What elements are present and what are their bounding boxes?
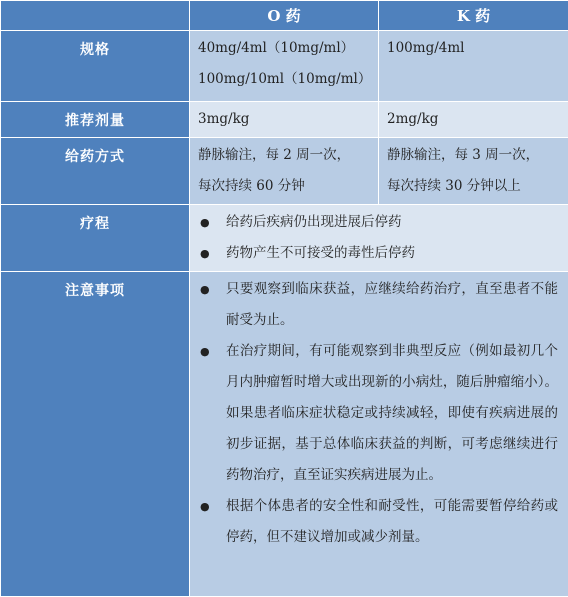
course-bullet-text: 药物产生不可接受的毒性后停药	[226, 238, 558, 269]
spec-o-line: 100mg/10ml（10mg/ml）	[198, 64, 378, 95]
row-label-course: 疗程	[1, 205, 190, 272]
list-item	[198, 274, 558, 336]
row-course	[1, 205, 568, 272]
bullet-icon: ●	[198, 274, 226, 305]
header-k-drug: K 药	[379, 1, 568, 31]
bullet-icon: ●	[198, 238, 226, 269]
header-corner	[1, 1, 190, 31]
notes-bullet-text: 只要观察到临床获益，应继续给药治疗，直至患者不能耐受为止。	[226, 274, 558, 336]
list-item	[198, 238, 558, 269]
list-item	[198, 207, 558, 238]
notes-bullet-text: 根据个体患者的安全性和耐受性，可能需要暂停给药或停药，但不建议增加或减少剂量。	[226, 491, 558, 553]
row-notes	[1, 272, 568, 597]
dose-k-cell: 2mg/kg	[379, 102, 568, 138]
admin-o-cell	[190, 138, 379, 205]
admin-k-line: 静脉输注，每 3 周一次，	[387, 140, 568, 171]
notes-cell	[190, 272, 568, 597]
row-dose	[1, 102, 568, 138]
bullet-icon: ●	[198, 336, 226, 367]
spec-o-line: 40mg/4ml（10mg/ml）	[198, 33, 378, 64]
row-label-notes: 注意事项	[1, 272, 190, 597]
row-spec	[1, 31, 568, 102]
list-item	[198, 336, 558, 491]
header-row	[1, 1, 568, 31]
course-cell	[190, 205, 568, 272]
admin-o-line: 静脉输注，每 2 周一次，	[198, 140, 378, 171]
list-item	[198, 491, 558, 553]
admin-o-line: 每次持续 60 分钟	[198, 171, 378, 202]
row-label-dose: 推荐剂量	[1, 102, 190, 138]
row-admin	[1, 138, 568, 205]
row-label-spec: 规格	[1, 31, 190, 102]
header-o-drug: O 药	[190, 1, 379, 31]
bullet-icon: ●	[198, 491, 226, 522]
bullet-icon: ●	[198, 207, 226, 238]
admin-k-cell	[379, 138, 568, 205]
row-label-admin: 给药方式	[1, 138, 190, 205]
course-bullet-text: 给药后疾病仍出现进展后停药	[226, 207, 558, 238]
spec-o-cell	[190, 31, 379, 102]
dose-o-cell: 3mg/kg	[190, 102, 379, 138]
spec-k-line: 100mg/4ml	[387, 33, 568, 64]
notes-bullet-text: 在治疗期间，有可能观察到非典型反应（例如最初几个月内肿瘤暂时增大或出现新的小病灶，随后肿瘤缩小）。如果患者临床症状稳定或持续减轻，即使有疾病进展的初步证据，基于总体临床获益的判断，可考虑继续进行药物治疗，直至证实疾病进展为止。	[226, 336, 558, 491]
admin-k-line: 每次持续 30 分钟以上	[387, 171, 568, 202]
spec-k-cell	[379, 31, 568, 102]
